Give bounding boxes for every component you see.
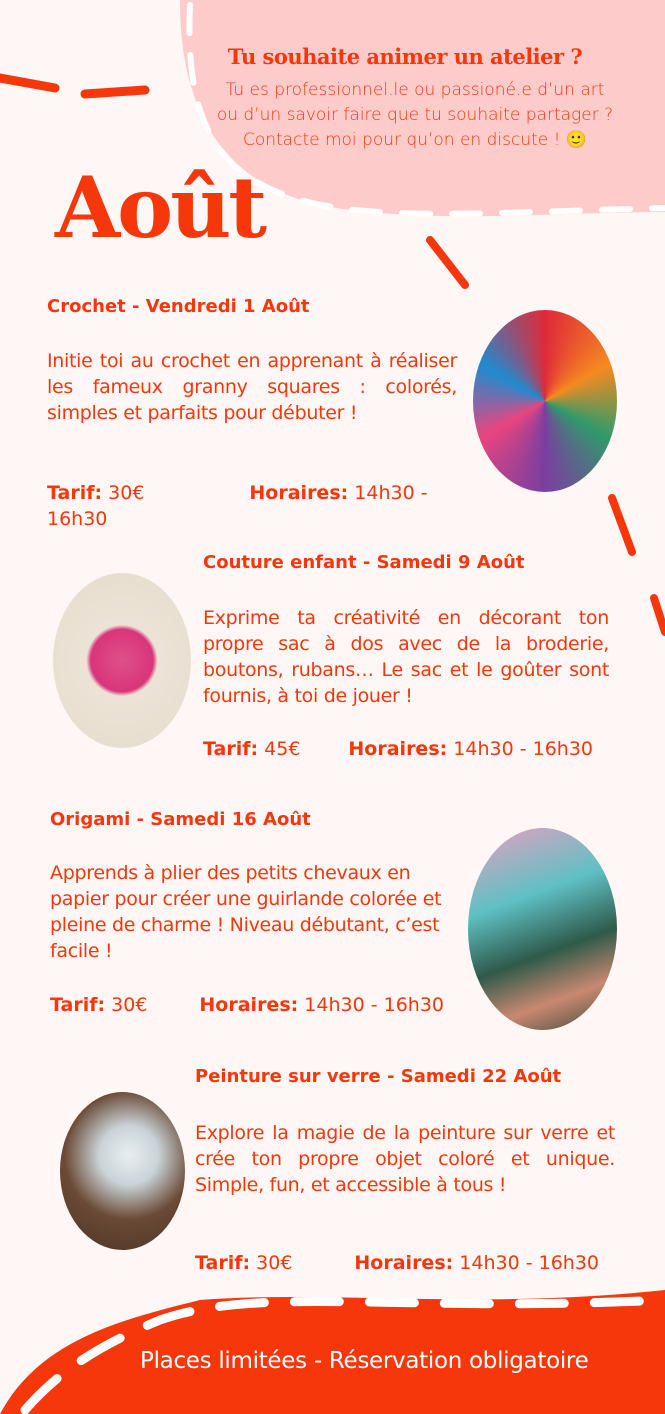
workshop-description: Apprends à plier des petits chevaux en papier pour créer une guirlande colorée et pleine de charme ! Niveau débutant, c’est facile ! xyxy=(50,862,442,962)
horaires-label: Horaires: xyxy=(249,482,349,504)
horaires-label: Horaires: xyxy=(348,738,448,760)
tarif-label: Tarif: xyxy=(203,738,259,760)
workshop-meta xyxy=(195,1250,599,1276)
price: 30€ xyxy=(256,1252,293,1274)
tarif-label: Tarif: xyxy=(50,994,106,1016)
hours: 14h30 - 16h30 xyxy=(459,1252,600,1274)
workshop-description: Initie toi au crochet en apprenant à réaliser les fameux granny squares : colorés, simples et parfaits pour débuter ! xyxy=(47,350,457,424)
origami-photo xyxy=(468,828,617,1030)
painted-glass-photo xyxy=(60,1092,185,1250)
button-heart-bag-photo xyxy=(53,573,191,748)
red-dash xyxy=(85,90,145,94)
price: 30€ xyxy=(108,482,145,504)
month-title: Août xyxy=(55,158,265,257)
red-dash xyxy=(430,240,465,285)
tarif-label: Tarif: xyxy=(195,1252,251,1274)
workshop-description: Exprime ta créativité en décorant ton propre sac à dos avec de la broderie, boutons, rubans… Le sac et le goûter sont fournis, à toi de jouer ! xyxy=(203,607,609,707)
header-line: Contacte moi pour qu’on en discute ! 🙂 xyxy=(242,130,588,150)
header-line: ou d’un savoir faire que tu souhaite partager ? xyxy=(216,105,614,125)
workshop-title: Crochet - Vendredi 1 Août xyxy=(47,296,310,317)
footer-notice: Places limitées - Réservation obligatoire xyxy=(140,1348,589,1374)
header-line: Tu es professionnel.le ou passioné.e d’un art xyxy=(225,80,605,100)
red-dash xyxy=(612,498,632,552)
workshop-meta xyxy=(50,992,444,1018)
workshop-title: Couture enfant - Samedi 9 Août xyxy=(203,552,525,573)
workshop-title: Peinture sur verre - Samedi 22 Août xyxy=(195,1066,562,1087)
hours: 14h30 - 16h30 xyxy=(453,738,594,760)
price: 45€ xyxy=(264,738,301,760)
workshop-title: Origami - Samedi 16 Août xyxy=(50,809,311,830)
header-text xyxy=(190,78,640,153)
workshop-meta xyxy=(203,736,593,762)
header-title: Tu souhaite animer un atelier ? xyxy=(227,44,583,69)
hours: 14h30 - 16h30 xyxy=(304,994,445,1016)
granny-squares-photo xyxy=(473,310,617,492)
workshop-meta xyxy=(47,480,457,532)
tarif-label: Tarif: xyxy=(47,482,103,504)
price: 30€ xyxy=(111,994,148,1016)
horaires-label: Horaires: xyxy=(354,1252,454,1274)
hours: 14h30 - 16h30 xyxy=(47,482,428,530)
workshop-description: Explore la magie de la peinture sur verre et crée ton propre objet coloré et unique. Simple, fun, et accessible à tous ! xyxy=(195,1122,615,1196)
red-dash xyxy=(0,78,55,88)
horaires-label: Horaires: xyxy=(199,994,299,1016)
red-dash xyxy=(654,598,665,632)
